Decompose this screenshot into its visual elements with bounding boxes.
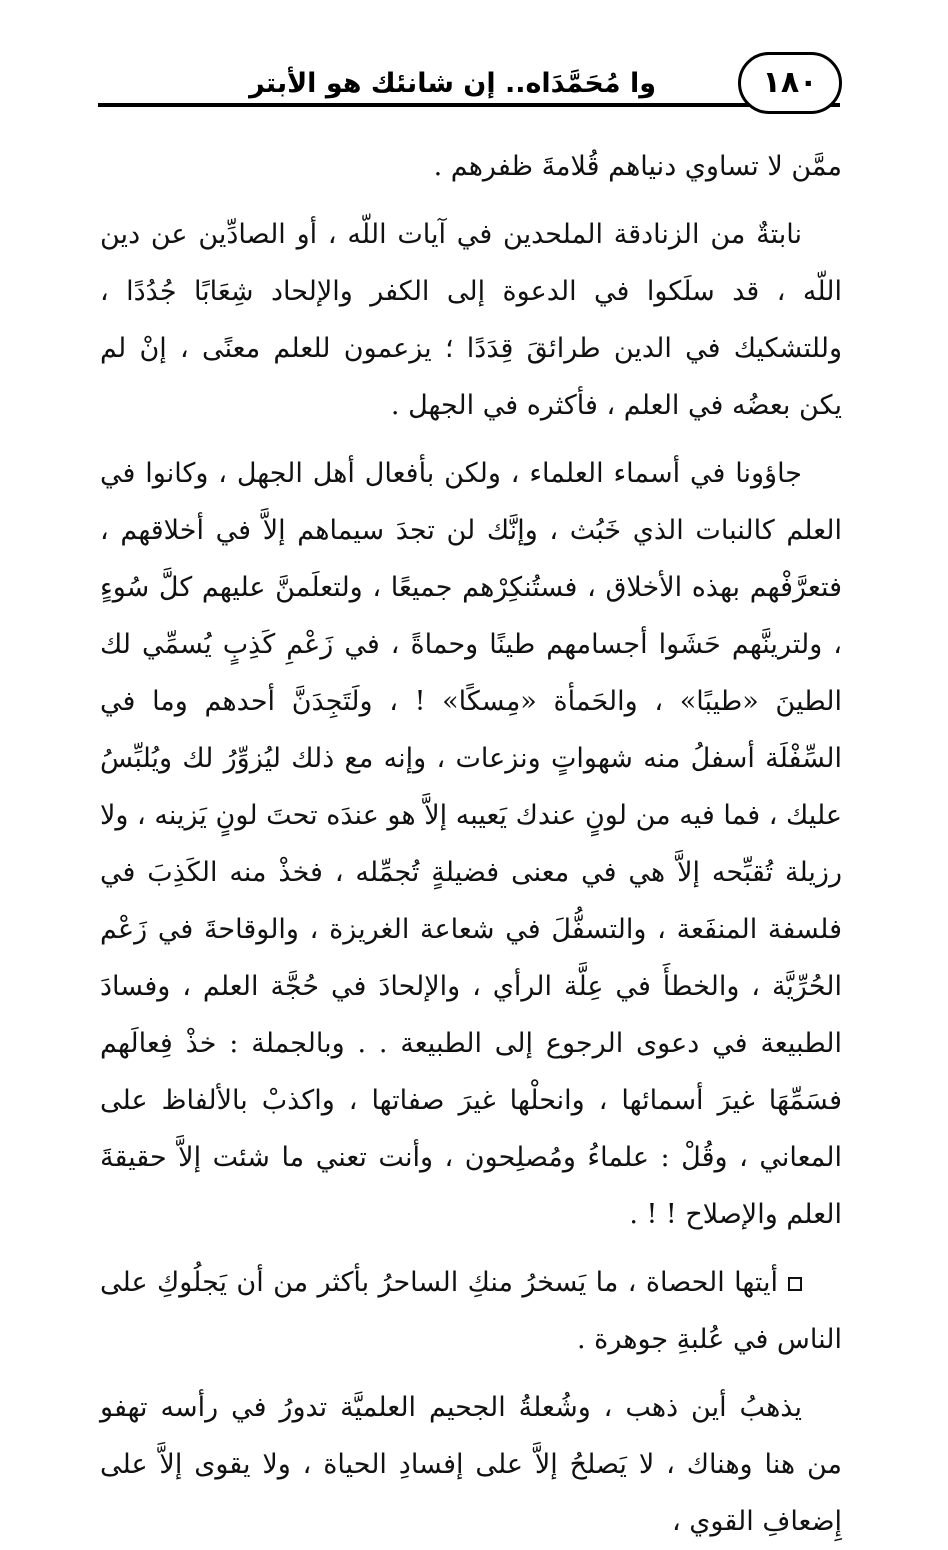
paragraph: نابتةٌ من الزنادقة الملحدين في آيات اللّه ، أو الصادِّين عن دين اللّه ، قد سلَكوا في الدعوة إلى الكفر والإلحاد شِعَابًا جُدُدًا ، وللتشكيك في الدين طرائقَ قِدَدًا ؛ يزعمون للعلم معنًى ، إنْ لم يكن بعضُه في العلم ، فأكثره في الجهل . xyxy=(100,219,842,421)
square-bullet-icon xyxy=(788,1277,802,1291)
running-title: وا مُحَمَّدَاه.. إن شانئك هو الأبتر xyxy=(249,68,656,99)
paragraph: ممَّن لا تساوي دنياهم قُلامةَ ظفرهم . xyxy=(433,151,842,182)
paragraph xyxy=(100,1254,842,1368)
paragraph-text: أيتها الحصاة ، ما يَسخرُ منكِ الساحرُ بأكثر من أن يَجلُوكِ على الناس في عُلبةِ جوهرة . xyxy=(100,1267,842,1355)
paragraph: جاؤونا في أسماء العلماء ، ولكن بأفعال أهل الجهل ، وكانوا في العلم كالنبات الذي خَبُث ، وإنَّك لن تجدَ سيماهم إلاَّ في أخلاقهم ، فتعرَّفْهم بهذه الأخلاق ، فستُنكِرْهم جميعًا ، ولتعلَمنَّ عليهم كلَّ سُوءٍ ، ولترينَّهم حَشَوا أجسامهم طينًا وحماةً ، في زَعْمِ كَذِبٍ يُسمِّي لك الطينَ «طيبًا» ، والحَمأة «مِسكًا» ! ، ولَتَجِدَنَّ أحدهم وما في السِّفْلَة أسفلُ منه شهواتٍ ونزعات ، وإنه مع ذلك ليُزوِّرُ لك ويُلبِّسُ عليك ، فما فيه من لونٍ عندك يَعيبه إلاَّ هو عندَه تحتَ لونٍ يَزينه ، ولا رزيلة تُقبِّحه إلاَّ هي في معنى فضيلةٍ تُجمِّله ، فخذْ منه الكَذِبَ في فلسفة المنفَعة ، والتسفُّلَ في شعاعة الغريزة ، والوقاحةَ في زَعْم الحُرِّيَّة ، والخطأَ في عِلَّة الرأي ، والإلحادَ في حُجَّة العلم ، وفسادَ الطبيعة في دعوى الرجوع إلى الطبيعة . . وبالجملة : خذْ فِعالَهم فسَمِّهَا غيرَ أسمائها ، وانحلْها غيرَ صفاتها ، واكذبْ بالألفاظ على المعاني ، وقُلْ : علماءُ ومُصلِحون ، وأنت تعني ما شئت إلاَّ حقيقةَ العلم والإصلاح ! ! . xyxy=(100,458,842,1230)
paragraph: يذهبُ أين ذهب ، وشُعلةُ الجحيم العلميَّة تدورُ في رأسه تهفو من هنا وهناك ، لا يَصلحُ إلاَّ على إفسادِ الحياة ، ولا يقوى إلاَّ على إِضعافِ القوي ، xyxy=(100,1392,842,1537)
header-rule xyxy=(98,103,840,107)
text-body xyxy=(100,138,842,1550)
page-number: ١٨٠ xyxy=(738,52,842,114)
